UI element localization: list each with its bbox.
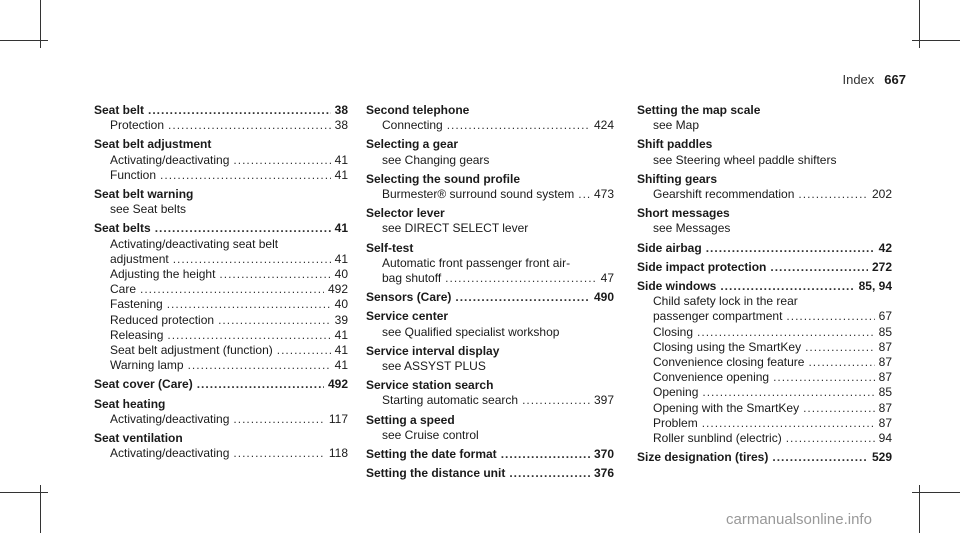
index-headword-row — [366, 413, 614, 428]
leader-dots — [786, 309, 874, 324]
page-reference: 41 — [334, 251, 348, 266]
index-subentry — [366, 187, 614, 202]
crop-mark — [912, 492, 960, 493]
leader-dots — [720, 279, 854, 294]
index-headword-row — [637, 260, 892, 275]
leader-dots — [140, 282, 324, 297]
index-subentry — [94, 168, 348, 183]
index-column-3 — [637, 103, 892, 469]
index-headword-row — [366, 241, 614, 256]
page-reference: 85, 94 — [858, 279, 892, 294]
index-subentry — [637, 355, 892, 370]
page-header-section — [842, 72, 906, 87]
index-entry — [366, 290, 614, 305]
index-headword-row — [94, 187, 348, 202]
index-headword-row — [637, 172, 892, 187]
index-subentry-text: Starting automatic search — [382, 393, 519, 408]
index-headword: Shift paddles — [637, 137, 713, 152]
index-subentry-text: Fastening — [110, 297, 163, 312]
index-headword-row — [94, 377, 348, 392]
leader-dots — [167, 297, 331, 312]
page-reference: 47 — [600, 271, 614, 286]
leader-dots — [702, 416, 875, 431]
index-subentry — [637, 370, 892, 385]
index-headword-row — [637, 103, 892, 118]
leader-dots — [168, 118, 331, 133]
entry-spacer — [94, 461, 348, 465]
index-headword-row — [366, 137, 614, 152]
index-entry — [366, 103, 614, 133]
index-entry — [637, 450, 892, 465]
index-subentry — [637, 118, 892, 133]
index-entry — [366, 447, 614, 462]
leader-dots — [447, 118, 590, 133]
index-subentry — [637, 416, 892, 431]
page-reference: 67 — [878, 309, 892, 324]
index-subentry — [637, 309, 892, 324]
index-subentry-text: Connecting — [382, 118, 443, 133]
index-subentry — [366, 153, 614, 168]
index-subentry-text: bag shutoff — [382, 271, 442, 286]
index-subentry-text: see Map — [653, 118, 700, 133]
index-entry — [366, 137, 614, 167]
index-subentry-text: Releasing — [110, 327, 164, 342]
page-reference: 473 — [593, 187, 614, 202]
index-headword-row — [366, 344, 614, 359]
index-subentry — [637, 325, 892, 340]
index-headword: Second telephone — [366, 103, 470, 117]
index-headword-row — [94, 397, 348, 412]
index-headword: Seat belt — [94, 103, 145, 117]
index-subentry — [94, 297, 348, 312]
index-subentry-text: see Steering wheel paddle shifters — [653, 152, 837, 167]
leader-dots — [218, 313, 331, 328]
index-entry — [94, 377, 348, 392]
index-subentry-text: see ASSYST PLUS — [382, 359, 486, 374]
index-headword: Seat cover (Care) — [94, 377, 193, 392]
index-subentry — [94, 412, 348, 427]
index-headword: Setting the distance unit — [366, 466, 506, 481]
index-subentry — [94, 328, 348, 343]
leader-dots — [148, 103, 331, 118]
index-headword: Setting a speed — [366, 412, 455, 427]
page-reference: 424 — [593, 118, 614, 133]
page-reference: 42 — [878, 240, 892, 255]
page-reference: 202 — [871, 187, 892, 202]
index-headword: Side airbag — [637, 240, 702, 255]
leader-dots — [188, 358, 331, 373]
leader-dots — [160, 168, 331, 183]
index-subentry-text: Burmester® surround sound system — [382, 187, 575, 202]
index-headword: Shifting gears — [637, 171, 718, 186]
crop-mark — [0, 492, 48, 493]
index-subentry-text: Reduced protection — [110, 312, 215, 327]
index-subentry — [366, 256, 614, 271]
index-subentry — [637, 221, 892, 236]
leader-dots — [706, 241, 875, 256]
index-subentry-text: Gearshift recommendation — [653, 187, 795, 202]
index-headword-row — [94, 103, 348, 118]
index-entry — [637, 172, 892, 202]
index-subentry-text: adjustment — [110, 251, 169, 266]
page-reference: 370 — [593, 447, 614, 462]
index-headword: Seat heating — [94, 396, 166, 411]
index-entry — [94, 397, 348, 427]
index-headword: Selector lever — [366, 206, 445, 221]
leader-dots — [455, 290, 590, 305]
leader-dots — [501, 447, 590, 462]
index-headword: Selecting the sound profile — [366, 171, 521, 186]
index-subentry-text: Automatic front passenger front air- — [382, 255, 571, 270]
index-headword-row — [366, 172, 614, 187]
index-subentry-text: Problem — [653, 415, 698, 430]
index-entry — [94, 187, 348, 217]
section-title: Index — [842, 72, 875, 87]
index-entry — [366, 172, 614, 202]
index-subentry — [366, 325, 614, 340]
index-headword: Service center — [366, 309, 449, 324]
index-subentry-text: Opening with the SmartKey — [653, 400, 800, 415]
index-subentry — [637, 431, 892, 446]
index-column-1 — [94, 103, 348, 465]
leader-dots — [233, 412, 324, 427]
index-entry — [637, 103, 892, 133]
index-subentry — [637, 153, 892, 168]
index-subentry-text: Opening — [653, 385, 699, 400]
page-reference: 85 — [878, 324, 892, 339]
index-headword-row — [366, 466, 614, 481]
page-reference: 41 — [334, 358, 348, 373]
index-subentry-text: Activating/deactivating — [110, 446, 230, 461]
leader-dots — [697, 325, 875, 340]
index-subentry-text: Seat belt adjustment (function) — [110, 343, 273, 358]
index-headword: Service station search — [366, 378, 494, 393]
index-subentry — [94, 343, 348, 358]
index-subentry-text: see Messages — [653, 221, 731, 236]
index-headword-row — [94, 431, 348, 446]
index-headword-row — [94, 221, 348, 236]
index-headword: Seat ventilation — [94, 431, 183, 446]
index-headword-row — [366, 309, 614, 324]
index-subentry — [366, 393, 614, 408]
index-subentry — [637, 385, 892, 400]
leader-dots — [509, 466, 590, 481]
index-headword-row — [637, 137, 892, 152]
crop-mark — [0, 40, 48, 41]
index-headword: Side impact protection — [637, 259, 767, 274]
leader-dots — [772, 450, 868, 465]
page-reference: 39 — [334, 312, 348, 327]
leader-dots — [805, 340, 875, 355]
page-number: 667 — [884, 72, 906, 87]
index-subentry — [637, 401, 892, 416]
index-entry — [94, 103, 348, 133]
index-entry — [94, 221, 348, 373]
page-reference: 118 — [328, 446, 348, 461]
index-subentry-text: Convenience opening — [653, 370, 770, 385]
index-entry — [366, 466, 614, 481]
index-column-2 — [366, 103, 614, 485]
page-reference: 397 — [593, 393, 614, 408]
leader-dots — [522, 393, 590, 408]
page-reference: 529 — [871, 450, 892, 465]
page-reference: 87 — [878, 400, 892, 415]
index-subentry — [94, 358, 348, 373]
page-reference: 40 — [334, 297, 348, 312]
index-subentry-text: Activating/deactivating — [110, 411, 230, 426]
index-entry — [637, 260, 892, 275]
index-subentry — [94, 446, 348, 461]
index-subentry-text: Function — [110, 167, 157, 182]
index-subentry — [366, 428, 614, 443]
index-entry — [366, 413, 614, 443]
index-headword: Seat belt adjustment — [94, 137, 212, 152]
index-subentry — [637, 340, 892, 355]
leader-dots — [702, 385, 874, 400]
leader-dots — [233, 446, 324, 461]
index-entry — [637, 241, 892, 256]
index-subentry — [637, 294, 892, 309]
index-entry — [637, 206, 892, 236]
index-headword-row — [637, 450, 892, 465]
leader-dots — [445, 271, 596, 286]
page-reference: 492 — [327, 282, 348, 297]
page-header — [0, 72, 960, 92]
page-reference: 41 — [334, 167, 348, 182]
index-headword: Size designation (tires) — [637, 450, 769, 465]
index-subentry — [366, 221, 614, 236]
index-subentry — [94, 118, 348, 133]
index-headword-row — [366, 290, 614, 305]
index-entry — [637, 279, 892, 446]
index-subentry-text: Activating/deactivating — [110, 152, 230, 167]
index-headword: Seat belts — [94, 221, 151, 236]
page-reference: 41 — [334, 343, 348, 358]
index-headword-row — [637, 206, 892, 221]
index-subentry-text: Convenience closing feature — [653, 355, 805, 370]
page-reference: 117 — [328, 411, 348, 426]
entry-spacer — [637, 465, 892, 469]
index-subentry-text: Protection — [110, 118, 165, 133]
index-subentry-text: Closing — [653, 324, 694, 339]
index-subentry — [94, 237, 348, 252]
index-headword: Seat belt warning — [94, 187, 194, 202]
index-headword-row — [637, 279, 892, 294]
leader-dots — [277, 343, 331, 358]
index-entry — [366, 206, 614, 236]
page-reference: 38 — [334, 103, 348, 117]
index-headword-row — [366, 447, 614, 462]
index-subentry-text: see Changing gears — [382, 152, 490, 167]
page-reference: 87 — [878, 415, 892, 430]
index-entry — [366, 241, 614, 287]
index-subentry — [637, 187, 892, 202]
index-headword-row — [637, 241, 892, 256]
index-entry — [366, 344, 614, 374]
page-reference: 38 — [334, 118, 348, 133]
index-subentry-text: see Cruise control — [382, 427, 479, 442]
index-headword-row — [94, 137, 348, 152]
leader-dots — [233, 153, 330, 168]
page-reference: 492 — [327, 377, 348, 392]
index-subentry-text: Adjusting the height — [110, 267, 216, 282]
index-subentry-text: Activating/deactivating seat belt — [110, 236, 279, 251]
index-subentry-text: passenger compartment — [653, 309, 783, 324]
index-headword: Sensors (Care) — [366, 290, 452, 305]
index-subentry-text: Child safety lock in the rear — [653, 294, 798, 309]
index-subentry — [94, 267, 348, 282]
page-reference: 87 — [878, 370, 892, 385]
index-headword-row — [366, 378, 614, 393]
leader-dots — [803, 401, 875, 416]
page-reference: 87 — [878, 355, 892, 370]
leader-dots — [155, 221, 331, 236]
page-reference: 87 — [878, 339, 892, 354]
index-subentry-text: Roller sunblind (electric) — [653, 431, 782, 446]
page-reference: 41 — [334, 327, 348, 342]
page-reference: 40 — [334, 267, 348, 282]
leader-dots — [197, 377, 324, 392]
index-headword: Self-test — [366, 240, 414, 255]
index-subentry — [366, 118, 614, 133]
index-headword: Short messages — [637, 206, 730, 221]
index-entry — [94, 431, 348, 461]
index-headword: Service interval display — [366, 343, 500, 358]
leader-dots — [219, 267, 330, 282]
crop-mark — [912, 40, 960, 41]
index-subentry — [94, 313, 348, 328]
index-headword: Setting the map scale — [637, 103, 761, 117]
leader-dots — [578, 187, 590, 202]
index-subentry — [94, 282, 348, 297]
page-reference: 41 — [334, 152, 348, 167]
index-subentry-text: see Seat belts — [110, 202, 187, 217]
index-subentry — [94, 202, 348, 217]
entry-spacer — [366, 481, 614, 485]
page-reference: 94 — [878, 431, 892, 446]
index-entry — [94, 137, 348, 183]
leader-dots — [167, 328, 330, 343]
index-headword: Setting the date format — [366, 447, 497, 462]
index-headword-row — [366, 206, 614, 221]
index-headword: Selecting a gear — [366, 137, 459, 152]
leader-dots — [773, 370, 875, 385]
leader-dots — [173, 252, 331, 267]
page-reference: 376 — [593, 466, 614, 481]
leader-dots — [770, 260, 868, 275]
leader-dots — [786, 431, 875, 446]
index-subentry-text: Warning lamp — [110, 358, 184, 373]
leader-dots — [798, 187, 868, 202]
index-subentry — [366, 359, 614, 374]
index-entry — [366, 378, 614, 408]
watermark: carmanualsonline.info — [726, 511, 872, 528]
index-headword-row — [366, 103, 614, 118]
index-subentry-text: Closing using the SmartKey — [653, 339, 802, 354]
page-reference: 85 — [878, 385, 892, 400]
page-reference: 490 — [593, 290, 614, 305]
index-subentry-text: see DIRECT SELECT lever — [382, 221, 529, 236]
page-reference: 41 — [334, 221, 348, 236]
index-entry — [366, 309, 614, 339]
page-reference: 272 — [871, 259, 892, 274]
leader-dots — [808, 355, 874, 370]
index-subentry — [366, 271, 614, 286]
index-headword: Side windows — [637, 279, 717, 294]
index-subentry-text: see Qualified specialist workshop — [382, 324, 560, 339]
index-subentry — [94, 252, 348, 267]
index-subentry-text: Care — [110, 282, 137, 297]
index-subentry — [94, 153, 348, 168]
index-entry — [637, 137, 892, 167]
